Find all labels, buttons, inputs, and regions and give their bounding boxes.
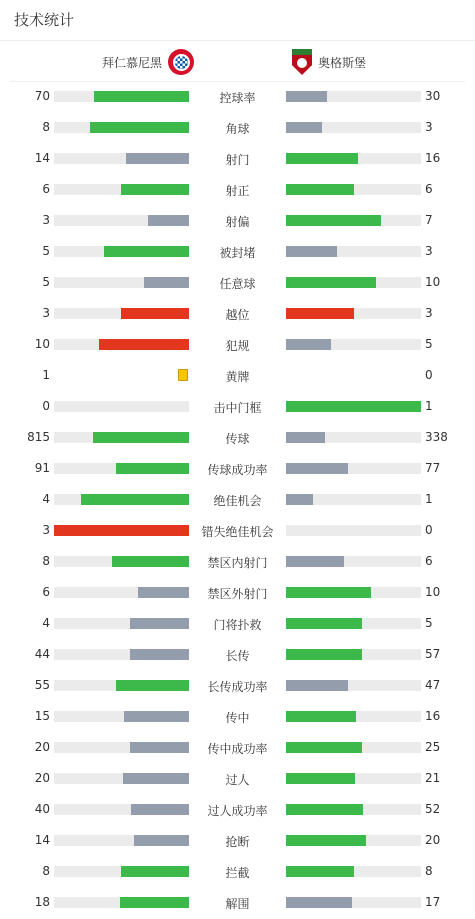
away-stat-value: 30 <box>425 89 441 103</box>
away-stat-bar-fill <box>286 835 366 846</box>
stat-row <box>0 608 475 639</box>
stat-row <box>0 329 475 360</box>
away-stat-bar-fill <box>286 773 355 784</box>
home-stat-bar <box>54 91 189 102</box>
stat-row <box>0 81 475 112</box>
away-stat-bar <box>286 587 421 598</box>
home-stat-bar-fill <box>104 246 189 257</box>
home-stat-value: 14 <box>34 833 50 847</box>
stat-label: 射正 <box>225 184 250 198</box>
away-stat-value: 5 <box>425 337 433 351</box>
home-stat-value: 3 <box>42 523 50 537</box>
away-stat-value: 21 <box>425 771 441 785</box>
away-stat-bar <box>286 711 421 722</box>
stats-list <box>0 81 475 918</box>
away-stat-value: 3 <box>425 244 433 258</box>
home-stat-value: 6 <box>42 182 50 196</box>
stat-row <box>0 763 475 794</box>
home-stat-bar <box>54 711 189 722</box>
home-stat-value: 20 <box>34 740 50 754</box>
home-stat-bar-fill <box>120 897 189 908</box>
away-stat-bar-fill <box>286 897 352 908</box>
stat-row <box>0 546 475 577</box>
home-stat-bar-fill <box>130 742 189 753</box>
away-stat-bar-fill <box>286 277 376 288</box>
home-stat-bar <box>54 246 189 257</box>
home-stat-bar <box>54 649 189 660</box>
away-stat-value: 3 <box>425 120 433 134</box>
stat-row <box>0 639 475 670</box>
home-stat-bar <box>54 494 189 505</box>
home-stat-bar <box>54 339 189 350</box>
away-stat-value: 52 <box>425 802 441 816</box>
home-stat-bar <box>54 680 189 691</box>
home-stat-value: 55 <box>34 678 50 692</box>
home-stat-value: 4 <box>42 616 50 630</box>
away-stat-value: 77 <box>425 461 441 475</box>
home-stat-bar-fill <box>116 680 189 691</box>
away-stat-bar-fill <box>286 618 362 629</box>
home-stat-bar <box>54 556 189 567</box>
stat-row <box>0 205 475 236</box>
away-stat-bar <box>286 866 421 877</box>
home-stat-bar <box>54 184 189 195</box>
stat-row <box>0 515 475 546</box>
yellow-card-icon <box>178 369 188 381</box>
stat-row <box>0 670 475 701</box>
home-stat-bar <box>54 308 189 319</box>
stat-row <box>0 236 475 267</box>
stat-label: 传中 <box>225 711 250 725</box>
away-stat-value: 25 <box>425 740 441 754</box>
home-stat-value: 5 <box>42 275 50 289</box>
away-stat-bar-fill <box>286 308 354 319</box>
home-stat-bar <box>54 835 189 846</box>
away-stat-bar <box>286 401 421 412</box>
bayern-munich-logo-icon <box>168 49 194 75</box>
home-stat-value: 15 <box>34 709 50 723</box>
divider <box>0 40 475 41</box>
away-stat-value: 0 <box>425 523 433 537</box>
stat-label: 禁区内射门 <box>207 556 268 570</box>
home-stat-bar <box>54 432 189 443</box>
home-stat-bar-fill <box>124 711 189 722</box>
away-stat-bar-fill <box>286 401 421 412</box>
stat-row <box>0 825 475 856</box>
augsburg-logo-icon <box>292 49 312 75</box>
home-stat-bar-fill <box>131 804 189 815</box>
away-stat-bar <box>286 494 421 505</box>
away-stat-value: 0 <box>425 368 433 382</box>
away-stat-bar <box>286 339 421 350</box>
stat-row <box>0 453 475 484</box>
stat-label: 射偏 <box>225 215 250 229</box>
away-stat-bar-fill <box>286 91 327 102</box>
stat-row <box>0 174 475 205</box>
away-stat-bar <box>286 556 421 567</box>
away-stat-bar <box>286 649 421 660</box>
away-stat-bar <box>286 277 421 288</box>
away-stat-bar-fill <box>286 587 371 598</box>
away-stat-value: 10 <box>425 585 441 599</box>
away-stat-value: 16 <box>425 151 441 165</box>
away-stat-value: 17 <box>425 895 441 909</box>
home-stat-bar <box>54 773 189 784</box>
stat-row <box>0 484 475 515</box>
home-stat-bar-fill <box>54 525 189 536</box>
away-stat-value: 6 <box>425 182 433 196</box>
away-stat-value: 1 <box>425 399 433 413</box>
stat-row <box>0 360 475 391</box>
away-stat-value: 3 <box>425 306 433 320</box>
away-stat-bar <box>286 153 421 164</box>
away-team <box>292 48 366 76</box>
stat-label: 传球 <box>225 432 250 446</box>
home-team <box>102 48 194 76</box>
away-stat-value: 16 <box>425 709 441 723</box>
away-stat-bar-fill <box>286 649 362 660</box>
stat-label: 长传成功率 <box>207 680 268 694</box>
away-stat-bar-fill <box>286 494 313 505</box>
stat-label: 长传 <box>225 649 250 663</box>
stat-row <box>0 794 475 825</box>
away-stat-bar <box>286 618 421 629</box>
home-stat-bar <box>54 866 189 877</box>
away-stat-bar <box>286 308 421 319</box>
away-stat-value: 338 <box>425 430 448 444</box>
stat-label: 拦截 <box>225 866 250 880</box>
stat-row <box>0 298 475 329</box>
home-stat-value: 18 <box>34 895 50 909</box>
home-stat-bar-fill <box>130 618 189 629</box>
home-stat-bar-fill <box>134 835 189 846</box>
home-stat-bar-fill <box>112 556 189 567</box>
home-stat-bar-fill <box>94 91 189 102</box>
home-stat-bar <box>54 525 189 536</box>
stat-row <box>0 267 475 298</box>
away-stat-value: 47 <box>425 678 441 692</box>
away-stat-bar-fill <box>286 339 331 350</box>
home-stat-bar <box>54 215 189 226</box>
home-stat-bar <box>54 401 189 412</box>
away-stat-bar <box>286 215 421 226</box>
stat-row <box>0 856 475 887</box>
home-stat-value: 0 <box>42 399 50 413</box>
home-stat-bar-fill <box>126 153 189 164</box>
away-stat-value: 5 <box>425 616 433 630</box>
away-stat-value: 20 <box>425 833 441 847</box>
away-stat-bar <box>286 680 421 691</box>
away-stat-value: 6 <box>425 554 433 568</box>
away-stat-bar <box>286 463 421 474</box>
stat-label: 击中门框 <box>213 401 262 415</box>
home-stat-bar-fill <box>90 122 189 133</box>
away-stat-bar <box>286 122 421 133</box>
stat-row <box>0 732 475 763</box>
home-stat-bar-fill <box>121 308 189 319</box>
stat-label: 被封堵 <box>219 246 256 260</box>
home-stat-bar <box>54 897 189 908</box>
home-stat-bar-fill <box>121 866 189 877</box>
home-stat-bar <box>54 463 189 474</box>
home-stat-bar <box>54 804 189 815</box>
stat-row <box>0 112 475 143</box>
stat-label: 射门 <box>225 153 250 167</box>
away-stat-bar-fill <box>286 556 344 567</box>
home-stat-bar-fill <box>148 215 189 226</box>
away-stat-bar-fill <box>286 711 356 722</box>
home-stat-bar-fill <box>93 432 189 443</box>
away-stat-bar <box>286 91 421 102</box>
away-stat-bar <box>286 897 421 908</box>
away-team-name: 奥格斯堡 <box>318 55 367 70</box>
home-team-name: 拜仁慕尼黑 <box>102 55 163 70</box>
away-stat-bar-fill <box>286 246 337 257</box>
home-stat-value: 3 <box>42 306 50 320</box>
home-stat-bar <box>54 742 189 753</box>
stat-label: 犯规 <box>225 339 250 353</box>
away-stat-bar <box>286 184 421 195</box>
away-stat-bar-fill <box>286 680 348 691</box>
away-stat-bar-fill <box>286 215 381 226</box>
away-stat-bar-fill <box>286 742 362 753</box>
stat-row <box>0 577 475 608</box>
away-stat-bar <box>286 525 421 536</box>
away-stat-bar <box>286 835 421 846</box>
stat-label: 过人 <box>225 773 250 787</box>
home-stat-bar <box>54 122 189 133</box>
stat-label: 越位 <box>225 308 250 322</box>
stat-label: 任意球 <box>219 277 256 291</box>
away-stat-bar <box>286 804 421 815</box>
stat-label: 传中成功率 <box>207 742 268 756</box>
stat-label: 抢断 <box>225 835 250 849</box>
away-stat-bar <box>286 432 421 443</box>
away-stat-bar-fill <box>286 463 348 474</box>
home-stat-bar-fill <box>116 463 189 474</box>
home-stat-bar-fill <box>138 587 189 598</box>
home-stat-bar-fill <box>99 339 189 350</box>
stat-label: 门将扑救 <box>213 618 262 632</box>
stat-row <box>0 391 475 422</box>
away-stat-bar <box>286 773 421 784</box>
away-stat-value: 57 <box>425 647 441 661</box>
stat-label: 过人成功率 <box>207 804 268 818</box>
home-stat-value: 6 <box>42 585 50 599</box>
home-stat-bar <box>54 277 189 288</box>
home-stat-value: 8 <box>42 864 50 878</box>
stat-label: 角球 <box>225 122 250 136</box>
home-stat-bar <box>54 587 189 598</box>
home-stat-value: 8 <box>42 554 50 568</box>
away-stat-value: 10 <box>425 275 441 289</box>
home-stat-value: 10 <box>34 337 50 351</box>
away-stat-value: 7 <box>425 213 433 227</box>
home-stat-value: 3 <box>42 213 50 227</box>
home-stat-bar-fill <box>81 494 189 505</box>
home-stat-bar <box>54 618 189 629</box>
stat-label: 黄牌 <box>225 370 250 384</box>
away-stat-value: 1 <box>425 492 433 506</box>
page-title: 技术统计 <box>14 11 75 29</box>
away-stat-value: 8 <box>425 864 433 878</box>
home-stat-value: 1 <box>42 368 50 382</box>
stat-row <box>0 422 475 453</box>
home-stat-bar-fill <box>123 773 189 784</box>
home-stat-value: 91 <box>34 461 50 475</box>
home-stat-value: 4 <box>42 492 50 506</box>
home-stat-value: 815 <box>27 430 50 444</box>
home-stat-value: 8 <box>42 120 50 134</box>
home-stat-value: 70 <box>34 89 50 103</box>
stat-label: 控球率 <box>219 91 256 105</box>
home-stat-bar-fill <box>144 277 189 288</box>
home-stat-bar-fill <box>130 649 189 660</box>
away-stat-bar-fill <box>286 804 363 815</box>
stat-label: 错失绝佳机会 <box>201 525 274 539</box>
home-stat-value: 44 <box>34 647 50 661</box>
home-stat-value: 5 <box>42 244 50 258</box>
away-stat-bar <box>286 742 421 753</box>
home-stat-bar <box>54 153 189 164</box>
away-stat-bar-fill <box>286 122 322 133</box>
stat-label: 绝佳机会 <box>213 494 262 508</box>
stat-row <box>0 701 475 732</box>
away-stat-bar-fill <box>286 153 358 164</box>
stat-label: 传球成功率 <box>207 463 268 477</box>
away-stat-bar <box>286 246 421 257</box>
away-stat-bar-fill <box>286 184 354 195</box>
home-stat-value: 40 <box>34 802 50 816</box>
away-stat-bar-fill <box>286 866 354 877</box>
away-stat-bar-fill <box>286 432 325 443</box>
stat-row <box>0 887 475 918</box>
stat-label: 禁区外射门 <box>207 587 268 601</box>
home-stat-value: 14 <box>34 151 50 165</box>
stat-label: 解围 <box>225 897 250 911</box>
stat-row <box>0 143 475 174</box>
home-stat-bar-fill <box>121 184 189 195</box>
home-stat-value: 20 <box>34 771 50 785</box>
